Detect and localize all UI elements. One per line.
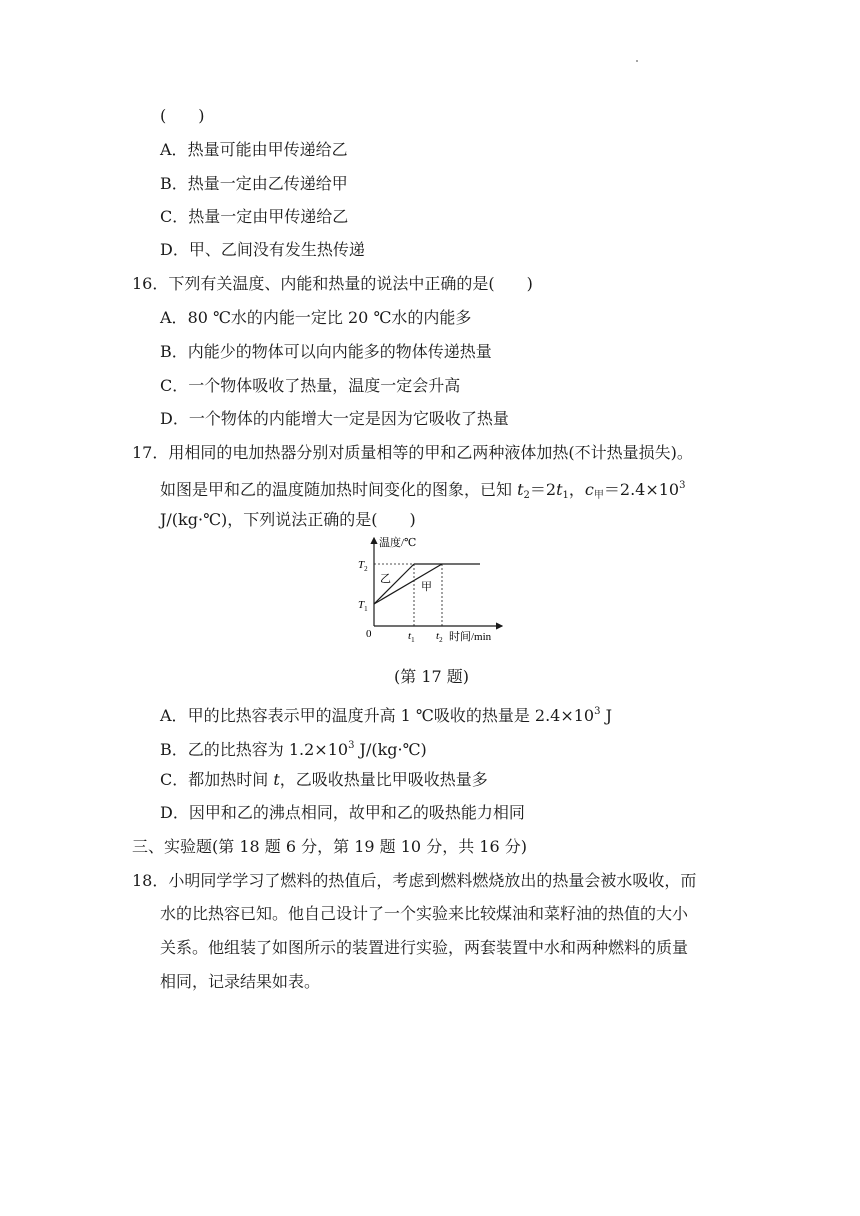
q17-figure-caption: (第 17 题) — [394, 667, 470, 686]
q18-line1: 18．小明同学学习了燃料的热值后，考虑到燃料燃烧放出的热量会被水吸收，而 — [132, 871, 697, 890]
q16-stem: 16．下列有关温度、内能和热量的说法中正确的是( ) — [132, 274, 533, 293]
q17-stem-line2: 如图是甲和乙的温度随加热时间变化的图象，已知 $t_2=2t_1$，$c_甲=2.4\times 10^3$ — [160, 480, 686, 501]
q18-line3: 关系。他组装了如图所示的装置进行实验，两套装置中水和两种燃料的质量 — [160, 938, 689, 957]
q18-line4: 相同，记录结果如表。 — [160, 972, 321, 991]
tick-label-t2: $t_2$ — [436, 630, 443, 644]
q17-option-a[interactable]: A．甲的比热容表示甲的温度升高 1 ℃吸收的热量是 $2.4\times 10^3$ J — [160, 706, 612, 725]
tick-label-t1: $t_1$ — [408, 630, 415, 644]
q18-line2: 水的比热容已知。他自己设计了一个实验来比较煤油和菜籽油的热值的大小 — [160, 904, 689, 923]
page-dot — [636, 60, 638, 62]
q17-stem-line3: J/(kg·℃)，下列说法正确的是( ) — [160, 510, 416, 529]
series-label-jia: 甲 — [421, 581, 432, 593]
y-axis-label: 温度/℃ — [379, 537, 417, 549]
series-label-yi: 乙 — [380, 573, 391, 585]
section-3-heading: 三、实验题(第 18 题 6 分，第 19 题 10 分，共 16 分) — [132, 837, 527, 856]
q16-option-a[interactable]: A．80 ℃水的内能一定比 20 ℃水的内能多 — [160, 308, 472, 327]
x-axis-label: 时间/min — [449, 631, 492, 643]
q17-option-c[interactable]: C．都加热时间 t，乙吸收热量比甲吸收热量多 — [160, 770, 488, 789]
q17-option-b[interactable]: B．乙的比热容为 $1.2\times 10^3$ J/(kg·℃) — [160, 740, 427, 759]
q15-answer-bracket: ( ) — [160, 106, 205, 125]
q17-stem-line1: 17．用相同的电加热器分别对质量相等的甲和乙两种液体加热(不计热量损失)。 — [132, 443, 693, 462]
origin-label: 0 — [366, 628, 372, 640]
tick-label-T1: $T_1$ — [358, 599, 368, 613]
q15-option-b[interactable]: B．热量一定由乙传递给甲 — [160, 174, 348, 193]
q15-option-d[interactable]: D．甲、乙间没有发生热传递 — [160, 240, 365, 259]
q17-temperature-time-graph — [352, 532, 512, 644]
q15-option-a[interactable]: A．热量可能由甲传递给乙 — [160, 140, 348, 159]
q15-option-c[interactable]: C．热量一定由甲传递给乙 — [160, 207, 349, 226]
tick-label-T2: $T_2$ — [358, 559, 368, 573]
q17-option-d[interactable]: D．因甲和乙的沸点相同，故甲和乙的吸热能力相同 — [160, 803, 525, 822]
q16-option-d[interactable]: D．一个物体的内能增大一定是因为它吸收了热量 — [160, 409, 509, 428]
q16-option-c[interactable]: C．一个物体吸收了热量，温度一定会升高 — [160, 376, 461, 395]
q16-option-b[interactable]: B．内能少的物体可以向内能多的物体传递热量 — [160, 342, 492, 361]
